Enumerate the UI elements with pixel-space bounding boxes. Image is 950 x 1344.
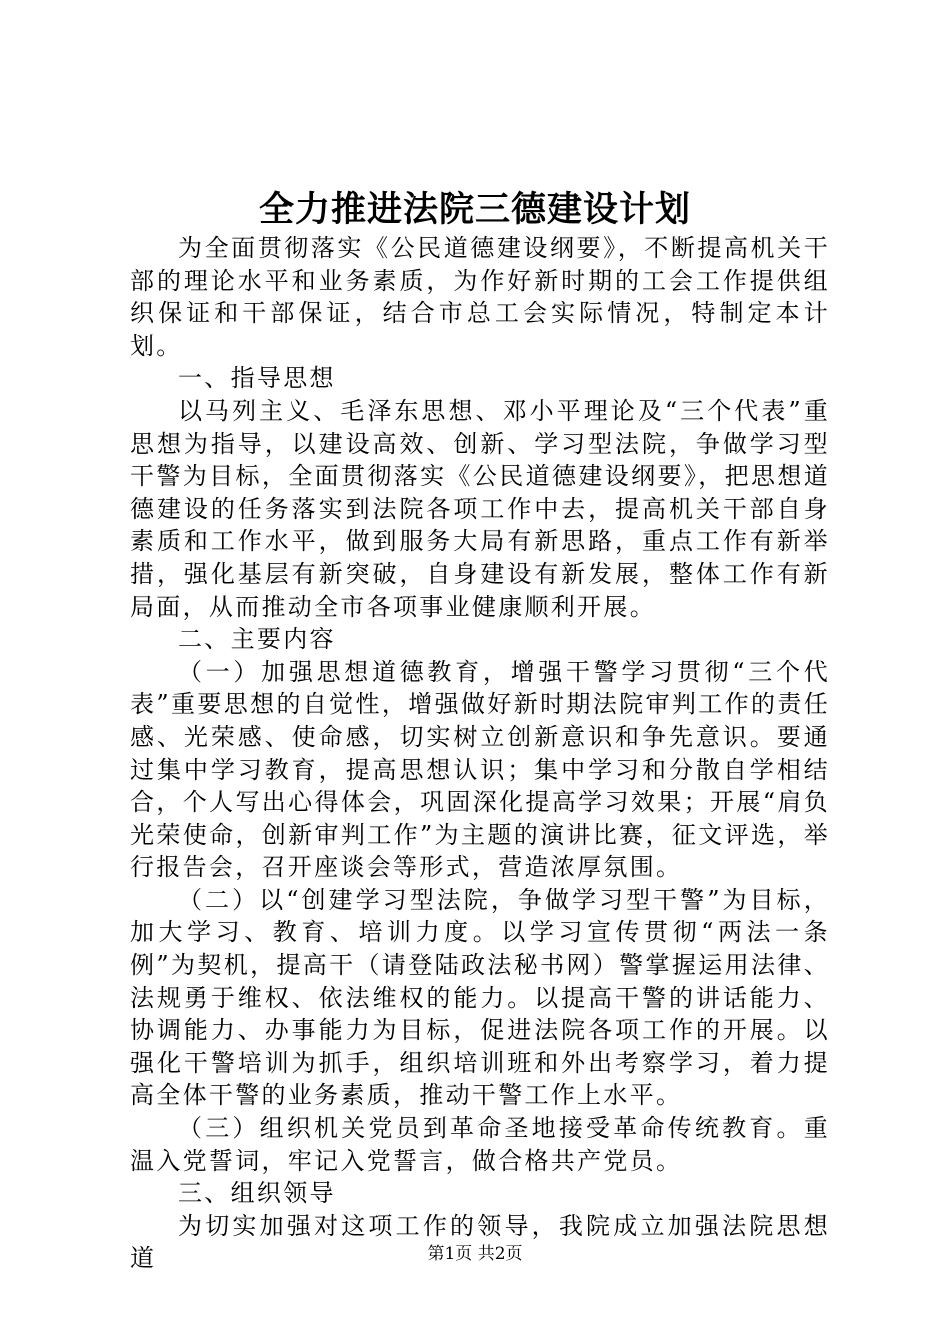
document-title: 全力推进法院三德建设计划 bbox=[258, 189, 691, 230]
document-body bbox=[130, 232, 830, 1275]
main-content-item-1: （一）加强思想道德教育，增强干警学习贯彻“三个代表”重要思想的自觉性，增强做好新时期法院审判工作的责任感、光荣感、使命感，切实树立创新意识和争先意识。要通过集中学习教育，提高思想认识；集中学习和分散自学相结合，个人写出心得体会，巩固深化提高学习效果；开展“肩负光荣使命，创新审判工作”为主题的演讲比赛，征文评选，举行报告会，召开座谈会等形式，营造浓厚氛围。 bbox=[130, 657, 830, 882]
section-heading-main-content: 二、主要内容 bbox=[178, 625, 336, 654]
section-heading-guiding-thought: 一、指导思想 bbox=[178, 364, 336, 393]
intro-paragraph: 为全面贯彻落实《公民道德建设纲要》，不断提高机关干部的理论水平和业务素质，为作好新时期的工会工作提供组织保证和干部保证，结合市总工会实际情况，特制定本计划。 bbox=[130, 234, 830, 360]
main-content-item-2: （二）以“创建学习型法院，争做学习型干警”为目标，加大学习、教育、培训力度。以学习宣传贯彻“两法一条例”为契机，提高干（请登陆政法秘书网）警掌握运用法律、法规勇于维权、依法维权的能力。以提高干警的讲话能力、协调能力、办事能力为目标，促进法院各项工作的开展。以强化干警培训为抓手，组织培训班和外出考察学习，着力提高全体干警的业务素质，推动干警工作上水平。 bbox=[130, 885, 830, 1110]
guiding-thought-paragraph: 以马列主义、毛泽东思想、邓小平理论及“三个代表”重思想为指导，以建设高效、创新、学习型法院，争做学习型干警为目标，全面贯彻落实《公民道德建设纲要》，把思想道德建设的任务落实到法院各项工作中去，提高机关干部自身素质和工作水平，做到服务大局有新思路，重点工作有新举措，强化基层有新突破，自身建设有新发展，整体工作有新局面，从而推动全市各项事业健康顺利开展。 bbox=[130, 396, 830, 621]
main-content-item-3: （三）组织机关党员到革命圣地接受革命传统教育。重温入党誓词，牢记入党誓言，做合格共产党员。 bbox=[130, 1114, 830, 1175]
page-footer: 第1页 共2页 bbox=[427, 1244, 523, 1264]
organization-paragraph: 为切实加强对这项工作的领导，我院成立加强法院思想道 bbox=[130, 1211, 830, 1273]
section-heading-organization: 三、组织领导 bbox=[178, 1179, 336, 1208]
